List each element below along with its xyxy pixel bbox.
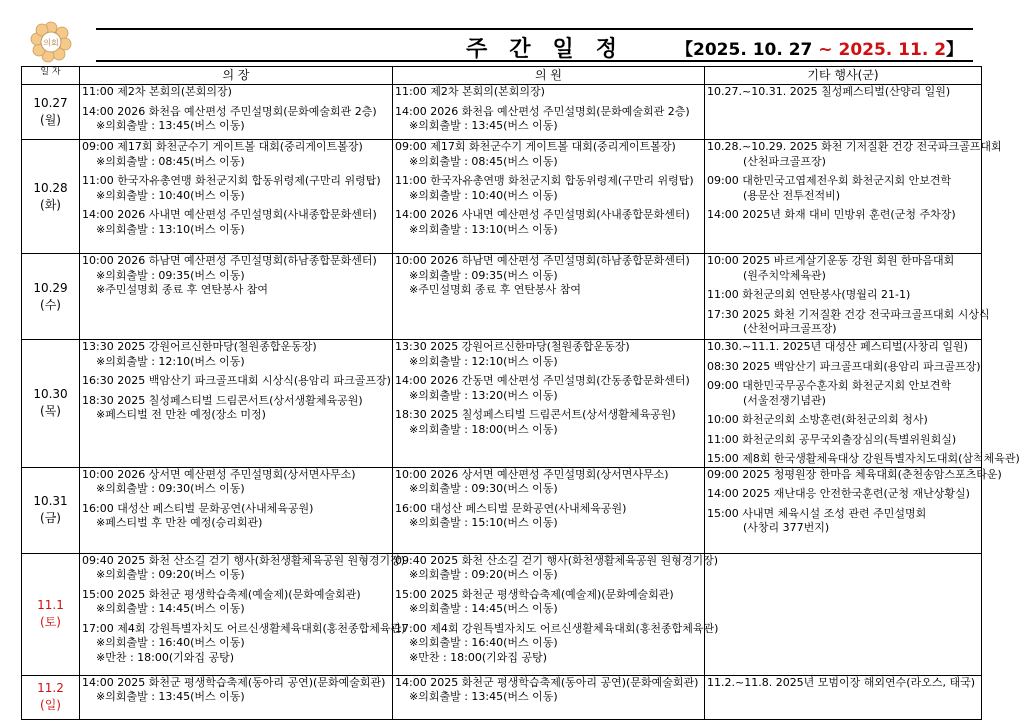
- entry-title: 14:00 2025 화천군 평생학습축제(동아리 공연)(문화예술회관): [82, 675, 386, 689]
- table-row: [22, 254, 982, 340]
- title-bar: [96, 28, 973, 62]
- entry-title: 14:00 2026 간동면 예산편성 주민설명회(간동종합문화센터): [395, 374, 690, 387]
- entry-note: ※의회출발 : 10:40(버스 이동): [96, 188, 245, 202]
- entry-note: ※의회출발 : 13:45(버스 이동): [409, 119, 558, 132]
- entry-note: ※의회출발 : 13:10(버스 이동): [96, 222, 245, 236]
- member-cell: [393, 254, 705, 340]
- entry-note: ※의회출발 : 09:30(버스 이동): [96, 482, 245, 495]
- schedule-entry: [395, 408, 704, 437]
- entry-note: ※의회출발 : 14:45(버스 이동): [409, 602, 558, 615]
- entry-title: 11:00 한국자유총연맹 화천군지회 합동위령제(구만리 위령탑): [395, 174, 694, 187]
- member-cell: [393, 140, 705, 254]
- schedule-entry: [707, 85, 981, 100]
- day-cell: [22, 467, 80, 553]
- table-header-row: [22, 67, 982, 85]
- day-weekday: (화): [40, 197, 61, 212]
- schedule-entry: [82, 553, 406, 583]
- table-row: [22, 85, 982, 140]
- entry-note: ※주민설명회 종료 후 연탄봉사 참여: [409, 283, 581, 296]
- entry-note: (용문산 전투전적비): [743, 188, 841, 202]
- entry-title: 11:00 화천군의회 공무국외출장심의(특별위원회실): [707, 432, 957, 446]
- schedule-entry: [82, 394, 392, 423]
- council-cell: [80, 467, 393, 553]
- day-weekday: (금): [40, 511, 61, 525]
- header-other: 기타 행사(군): [705, 67, 982, 85]
- schedule-entry: [707, 307, 990, 337]
- member-cell: [393, 553, 719, 675]
- schedule-entry: [395, 374, 704, 403]
- entry-title: 15:00 사내면 체육시설 조성 관련 주민설명회: [707, 506, 927, 520]
- schedule-entry: [395, 588, 704, 617]
- schedule-entry: [707, 467, 1002, 483]
- schedule-entry: [395, 174, 704, 203]
- other-cell: [705, 553, 982, 675]
- schedule-entry: [82, 140, 392, 169]
- schedule-entry: [707, 379, 981, 408]
- entry-title: 09:40 2025 화천 산소길 걷기 행사(화천생활체육공원 원형경기장): [395, 553, 719, 567]
- period-end: 2025. 11. 2: [838, 40, 947, 60]
- day-date: 10.30: [33, 387, 68, 402]
- entry-note: (산천파크골프장): [743, 154, 826, 168]
- entry-note: ※의회출발 : 12:10(버스 이동): [96, 354, 245, 368]
- entry-title: 11:00 화천군의회 연탄봉사(명월리 21-1): [707, 288, 911, 301]
- member-cell: [393, 85, 705, 140]
- member-cell: [393, 340, 705, 468]
- day-weekday: (월): [40, 113, 61, 127]
- entry-title: 16:00 대성산 페스티벌 문화공연(사내체육공원): [82, 501, 314, 515]
- header-council: 의 장: [80, 67, 393, 85]
- day-date: 11.2: [37, 681, 64, 695]
- schedule-entry: [395, 208, 704, 237]
- other-cell: [705, 340, 1020, 468]
- council-cell: [80, 675, 393, 719]
- day-weekday: (토): [40, 615, 61, 629]
- entry-title: 15:00 제8회 한국생활체육대상 강원특별자치도대회(삼척체육관): [707, 452, 1020, 465]
- entry-title: 10:00 2025 바르게살기운동 강원 회원 한마음대회: [707, 254, 955, 267]
- emblem-text: 의회: [43, 38, 59, 48]
- council-cell: [80, 140, 393, 254]
- entry-title: 09:00 대한민국무공수훈자회 화천군지회 안보견학: [707, 379, 952, 392]
- day-cell: [22, 340, 80, 468]
- schedule-entry: [707, 433, 981, 448]
- schedule-entry: [82, 208, 392, 237]
- day-cell: [22, 254, 80, 340]
- entry-title: 14:00 2026 사내면 예산편성 주민설명회(사내종합문화센터): [82, 208, 377, 221]
- page-title: 주간일정: [466, 37, 640, 62]
- schedule-entry: [82, 502, 392, 531]
- entry-note: ※페스티벌 후 만찬 예정(승리회관): [96, 516, 263, 529]
- schedule-entry: [82, 621, 406, 666]
- entry-title: 15:00 2025 화천군 평생학습축제(예술제)(문화예술회관): [395, 587, 674, 601]
- table-row: [22, 553, 982, 675]
- schedule-entry: [82, 105, 392, 134]
- schedule-entry: [82, 468, 392, 497]
- schedule-entry: [395, 621, 719, 666]
- schedule-entry: [395, 254, 704, 298]
- entry-note: ※의회출발 : 09:20(버스 이동): [96, 568, 245, 581]
- entry-title: 09:00 대한민국고엽제전우회 화천군지회 안보견학: [707, 174, 952, 187]
- entry-note: ※의회출발 : 08:45(버스 이동): [96, 154, 245, 168]
- entry-note: ※의회출발 : 16:40(버스 이동): [409, 636, 558, 649]
- day-weekday: (일): [40, 698, 61, 712]
- entry-note: ※주민설명회 종료 후 연탄봉사 참여: [96, 283, 268, 296]
- day-date: 10.29: [33, 280, 68, 295]
- schedule-period: 【2025. 10. 27 ~ 2025. 11. 2】: [676, 40, 964, 60]
- entry-title: 10:00 화천군의회 소방훈련(화천군의회 청사): [707, 413, 928, 426]
- entry-title: 13:30 2025 강원어르신한마당(철원종합운동장): [82, 340, 317, 353]
- entry-title: 18:30 2025 칠성페스티벌 드림콘서트(상서생활체육공원): [395, 408, 676, 421]
- schedule-entry: [395, 85, 704, 100]
- schedule-entry: [395, 468, 704, 497]
- day-cell: [22, 675, 80, 719]
- entry-title: 17:00 제4회 강원특별자치도 어르신생활체육대회(홍천종합체육관): [395, 621, 719, 635]
- entry-note: ※만찬 : 18:00(기와집 공탕): [409, 650, 548, 664]
- schedule-entry: [707, 452, 1020, 467]
- council-emblem-icon: [31, 22, 71, 62]
- entry-note: ※의회출발 : 13:45(버스 이동): [96, 690, 245, 703]
- day-date: 10.28: [33, 180, 68, 195]
- entry-note: ※의회출발 : 09:30(버스 이동): [409, 482, 558, 495]
- entry-title: 11.2.~11.8. 2025년 모범이장 해외연수(라오스, 태국): [707, 675, 976, 689]
- entry-title: 10:00 2026 하남면 예산편성 주민설명회(하남종합문화센터): [82, 254, 377, 267]
- entry-note: ※의회출발 : 14:45(버스 이동): [96, 602, 245, 615]
- day-date: 10.27: [33, 96, 68, 110]
- schedule-entry: [707, 288, 981, 303]
- entry-title: 11:00 제2차 본회의(본회의장): [82, 85, 232, 98]
- schedule-entry: [82, 374, 392, 389]
- entry-title: 09:00 2025 청평원장 한마음 체육대회(춘천송암스포츠타운): [707, 467, 1002, 481]
- entry-title: 10.27.~10.31. 2025 칠성페스티벌(산양리 일원): [707, 85, 951, 98]
- table-row: [22, 340, 982, 468]
- entry-note: ※의회출발 : 09:35(버스 이동): [96, 268, 245, 282]
- entry-note: ※의회출발 : 13:20(버스 이동): [409, 388, 558, 402]
- day-weekday: (목): [40, 404, 61, 419]
- entry-title: 17:00 제4회 강원특별자치도 어르신생활체육대회(홍천종합체육관): [82, 621, 406, 635]
- entry-title: 10:00 2026 하남면 예산편성 주민설명회(하남종합문화센터): [395, 254, 690, 267]
- entry-note: ※의회출발 : 09:20(버스 이동): [409, 568, 558, 581]
- other-cell: [705, 85, 982, 140]
- entry-note: ※의회출발 : 16:40(버스 이동): [96, 636, 245, 649]
- entry-note: (사창리 377번지): [743, 521, 830, 534]
- entry-note: ※의회출발 : 13:45(버스 이동): [409, 690, 558, 703]
- schedule-entry: [707, 507, 981, 536]
- schedule-entry: [82, 588, 392, 617]
- table-row: [22, 140, 982, 254]
- other-cell: [705, 675, 982, 719]
- entry-title: 16:00 대성산 페스티벌 문화공연(사내체육공원): [395, 501, 627, 515]
- council-cell: [80, 254, 393, 340]
- schedule-entry: [82, 85, 392, 100]
- entry-title: 14:00 2026 사내면 예산편성 주민설명회(사내종합문화센터): [395, 208, 690, 221]
- entry-note: ※의회출발 : 13:45(버스 이동): [96, 119, 245, 132]
- entry-title: 18:30 2025 칠성페스티벌 드림콘서트(상서생활체육공원): [82, 393, 363, 407]
- entry-title: 13:30 2025 강원어르신한마당(철원종합운동장): [395, 340, 630, 353]
- entry-title: 10.30.~11.1. 2025년 대성산 페스티벌(사창리 일원): [707, 340, 968, 353]
- entry-note: ※의회출발 : 12:10(버스 이동): [409, 354, 558, 368]
- day-cell: [22, 553, 80, 675]
- other-cell: [705, 140, 1002, 254]
- schedule-entry: [395, 676, 704, 705]
- period-start: 2025. 10. 27: [693, 40, 813, 60]
- entry-title: 14:00 2026 화천읍 예산편성 주민설명회(문화예술회관 2층): [395, 104, 690, 118]
- entry-title: 11:00 제2차 본회의(본회의장): [395, 85, 545, 98]
- schedule-entry: [707, 208, 981, 223]
- entry-title: 14:00 2026 화천읍 예산편성 주민설명회(문화예술회관 2층): [82, 104, 377, 118]
- schedule-entry: [82, 340, 392, 369]
- day-cell: [22, 85, 80, 140]
- entry-note: ※의회출발 : 15:10(버스 이동): [409, 516, 558, 529]
- entry-note: ※의회출발 : 09:35(버스 이동): [409, 268, 558, 282]
- other-cell: [705, 467, 1002, 553]
- header-member: 의 원: [393, 67, 705, 85]
- entry-title: 09:00 제17회 화천군수기 게이트볼 대회(중리게이트볼장): [395, 140, 676, 153]
- period-separator: ~: [812, 40, 839, 60]
- entry-note: ※의회출발 : 18:00(버스 이동): [409, 422, 558, 436]
- entry-title: 10:00 2026 상서면 예산편성 주민설명회(상서면사무소): [395, 467, 669, 481]
- schedule-entry: [707, 413, 981, 428]
- schedule-entry: [707, 254, 981, 283]
- member-cell: [393, 675, 705, 719]
- day-date: 10.31: [33, 494, 68, 508]
- schedule-entry: [395, 140, 704, 169]
- council-cell: [80, 553, 406, 675]
- entry-title: 09:40 2025 화천 산소길 걷기 행사(화천생활체육공원 원형경기장): [82, 553, 406, 567]
- entry-title: 15:00 2025 화천군 평생학습축제(예술제)(문화예술회관): [82, 587, 361, 601]
- entry-title: 08:30 2025 백암산기 파크골프대회(용암리 파크골프장): [707, 359, 981, 373]
- schedule-entry: [82, 254, 392, 298]
- entry-note: (원주치악체육관): [743, 268, 826, 282]
- member-cell: [393, 467, 705, 553]
- schedule-entry: [707, 360, 981, 375]
- entry-title: 10:00 2026 상서면 예산편성 주민설명회(상서면사무소): [82, 467, 356, 481]
- table-row: [22, 467, 982, 553]
- entry-title: 14:00 2025 재난대응 안전한국훈련(군청 재난상황실): [707, 487, 970, 500]
- day-cell: [22, 140, 80, 254]
- schedule-entry: [395, 105, 704, 134]
- entry-title: 16:30 2025 백암산기 파크골프대회 시상식(용암리 파크골프장): [82, 374, 391, 387]
- schedule-entry: [395, 502, 704, 531]
- schedule-entry: [395, 553, 719, 583]
- schedule-entry: [707, 340, 981, 355]
- day-date: 11.1: [37, 598, 64, 612]
- entry-note: ※의회출발 : 10:40(버스 이동): [409, 188, 558, 202]
- entry-title: 14:00 2025년 화재 대비 민방위 훈련(군청 주차장): [707, 208, 956, 221]
- schedule-entry: [82, 676, 392, 705]
- entry-note: (산천어파크골프장): [743, 322, 837, 335]
- schedule-entry: [707, 140, 1002, 169]
- entry-note: ※만찬 : 18:00(기와집 공탕): [96, 650, 235, 664]
- weekly-schedule-table: [21, 66, 1020, 720]
- schedule-entry: [707, 676, 981, 691]
- entry-note: ※의회출발 : 08:45(버스 이동): [409, 154, 558, 168]
- header-day: 일 자: [22, 67, 80, 85]
- schedule-entry: [82, 174, 392, 203]
- entry-note: ※의회출발 : 13:10(버스 이동): [409, 222, 558, 236]
- table-row: [22, 675, 982, 719]
- entry-title: 11:00 한국자유총연맹 화천군지회 합동위령제(구만리 위령탑): [82, 174, 381, 187]
- council-cell: [80, 340, 393, 468]
- schedule-entry: [707, 487, 981, 502]
- entry-title: 09:00 제17회 화천군수기 게이트볼 대회(중리게이트볼장): [82, 140, 363, 153]
- entry-title: 14:00 2025 화천군 평생학습축제(동아리 공연)(문화예술회관): [395, 675, 699, 689]
- entry-title: 17:30 2025 화천 기저질환 건강 전국파크골프대회 시상식: [707, 307, 990, 321]
- council-cell: [80, 85, 393, 140]
- entry-note: (서울전쟁기념관): [743, 393, 826, 407]
- entry-title: 10.28.~10.29. 2025 화천 기저질환 건강 전국파크골프대회: [707, 140, 1002, 153]
- schedule-entry: [707, 174, 981, 203]
- other-cell: [705, 254, 990, 340]
- schedule-entry: [395, 340, 704, 369]
- entry-note: ※페스티벌 전 만찬 예정(장소 미정): [96, 408, 266, 421]
- day-weekday: (수): [40, 297, 61, 312]
